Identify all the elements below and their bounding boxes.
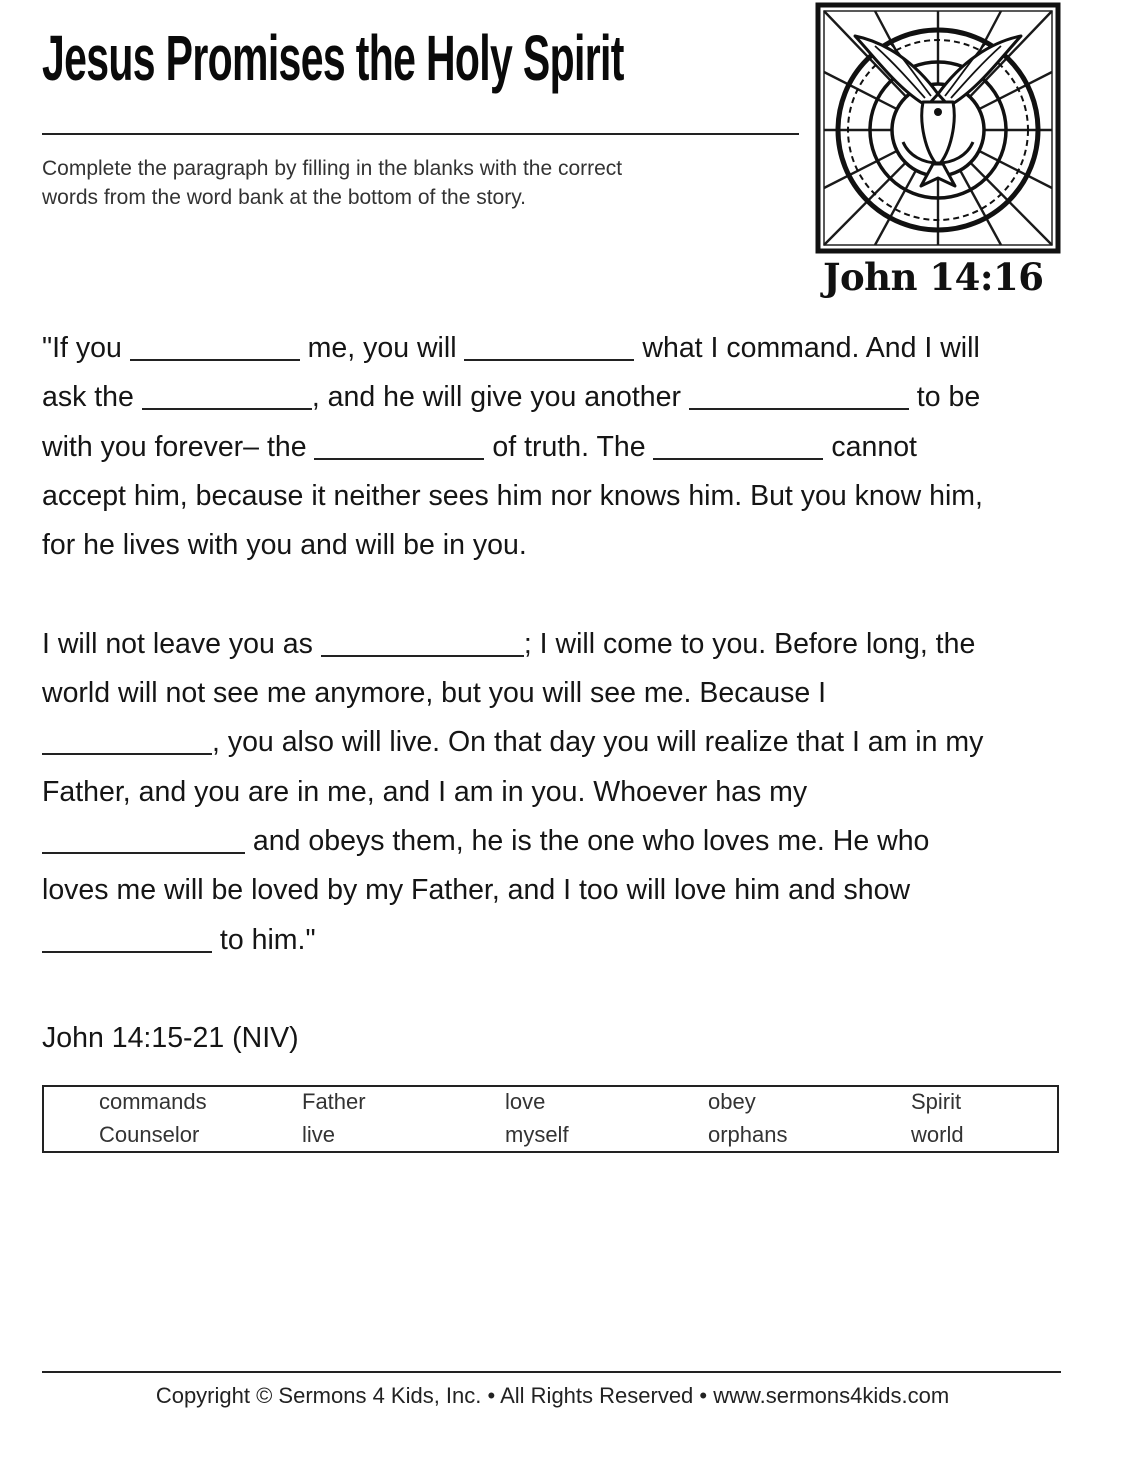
word-bank-item: Father — [302, 1089, 366, 1114]
word-bank-item: orphans — [708, 1122, 788, 1147]
answer-blank[interactable] — [653, 432, 823, 460]
instructions-line: words from the word bank at the bottom of the story. — [42, 186, 527, 209]
word-bank-item: love — [505, 1089, 546, 1114]
answer-blank[interactable] — [130, 333, 300, 361]
passage-citation: John 14:15-21 (NIV) — [42, 1022, 299, 1054]
footer-divider — [42, 1371, 1061, 1373]
passage-line: "If you me, you will what I command. And I will — [42, 332, 980, 364]
word-bank-item: world — [911, 1122, 964, 1147]
word-bank — [42, 1085, 1059, 1153]
answer-blank[interactable] — [314, 432, 484, 460]
passage-line: for he lives with you and will be in you. — [42, 529, 527, 562]
passage-line: , you also will live. On that day you will realize that I am in my — [42, 718, 1082, 767]
answer-blank[interactable] — [464, 333, 634, 361]
fill-in-passage — [42, 324, 1082, 965]
passage-line: ask the , and he will give you another to be — [42, 381, 981, 414]
answer-blank[interactable] — [142, 382, 312, 410]
word-bank-item: live — [302, 1122, 336, 1147]
answer-blank[interactable] — [42, 925, 212, 953]
copyright-notice: Copyright © Sermons 4 Kids, Inc. • All Rights Reserved • www.sermons4kids.com — [155, 1383, 950, 1408]
word-bank-item: Counselor — [99, 1122, 200, 1147]
page-title: Jesus Promises the Holy Spirit — [42, 22, 624, 94]
passage-line: to him." — [42, 916, 1082, 965]
passage-line: accept him, because it neither sees him nor knows him. But you know him, — [42, 479, 983, 512]
passage-line: with you forever– the of truth. The cannot — [42, 430, 917, 463]
word-bank-item: myself — [505, 1122, 569, 1147]
paragraph-gap — [42, 570, 1082, 619]
passage-line: world will not see me anymore, but you will see me. Because I — [42, 677, 827, 710]
word-bank-item: commands — [99, 1089, 207, 1114]
title-divider — [42, 133, 799, 135]
passage-line: loves me will be loved by my Father, and I too will love him and show — [42, 874, 911, 907]
answer-blank[interactable] — [42, 826, 245, 854]
scripture-reference-label: John 14:16 — [823, 255, 1044, 299]
passage-line: I will not leave you as ; I will come to you. Before long, the — [42, 627, 976, 660]
answer-blank[interactable] — [689, 382, 909, 410]
instructions — [42, 154, 802, 212]
passage-line: Father, and you are in me, and I am in you. Whoever has my — [42, 775, 808, 808]
word-bank-item: obey — [708, 1089, 756, 1114]
answer-blank[interactable] — [42, 727, 212, 755]
instructions-line: Complete the paragraph by filling in the blanks with the correct — [42, 157, 623, 180]
word-bank-item: Spirit — [911, 1089, 962, 1114]
passage-line: and obeys them, he is the one who loves me. He who — [42, 817, 1082, 866]
answer-blank[interactable] — [321, 629, 524, 657]
dove-stained-glass-icon — [815, 2, 1061, 256]
